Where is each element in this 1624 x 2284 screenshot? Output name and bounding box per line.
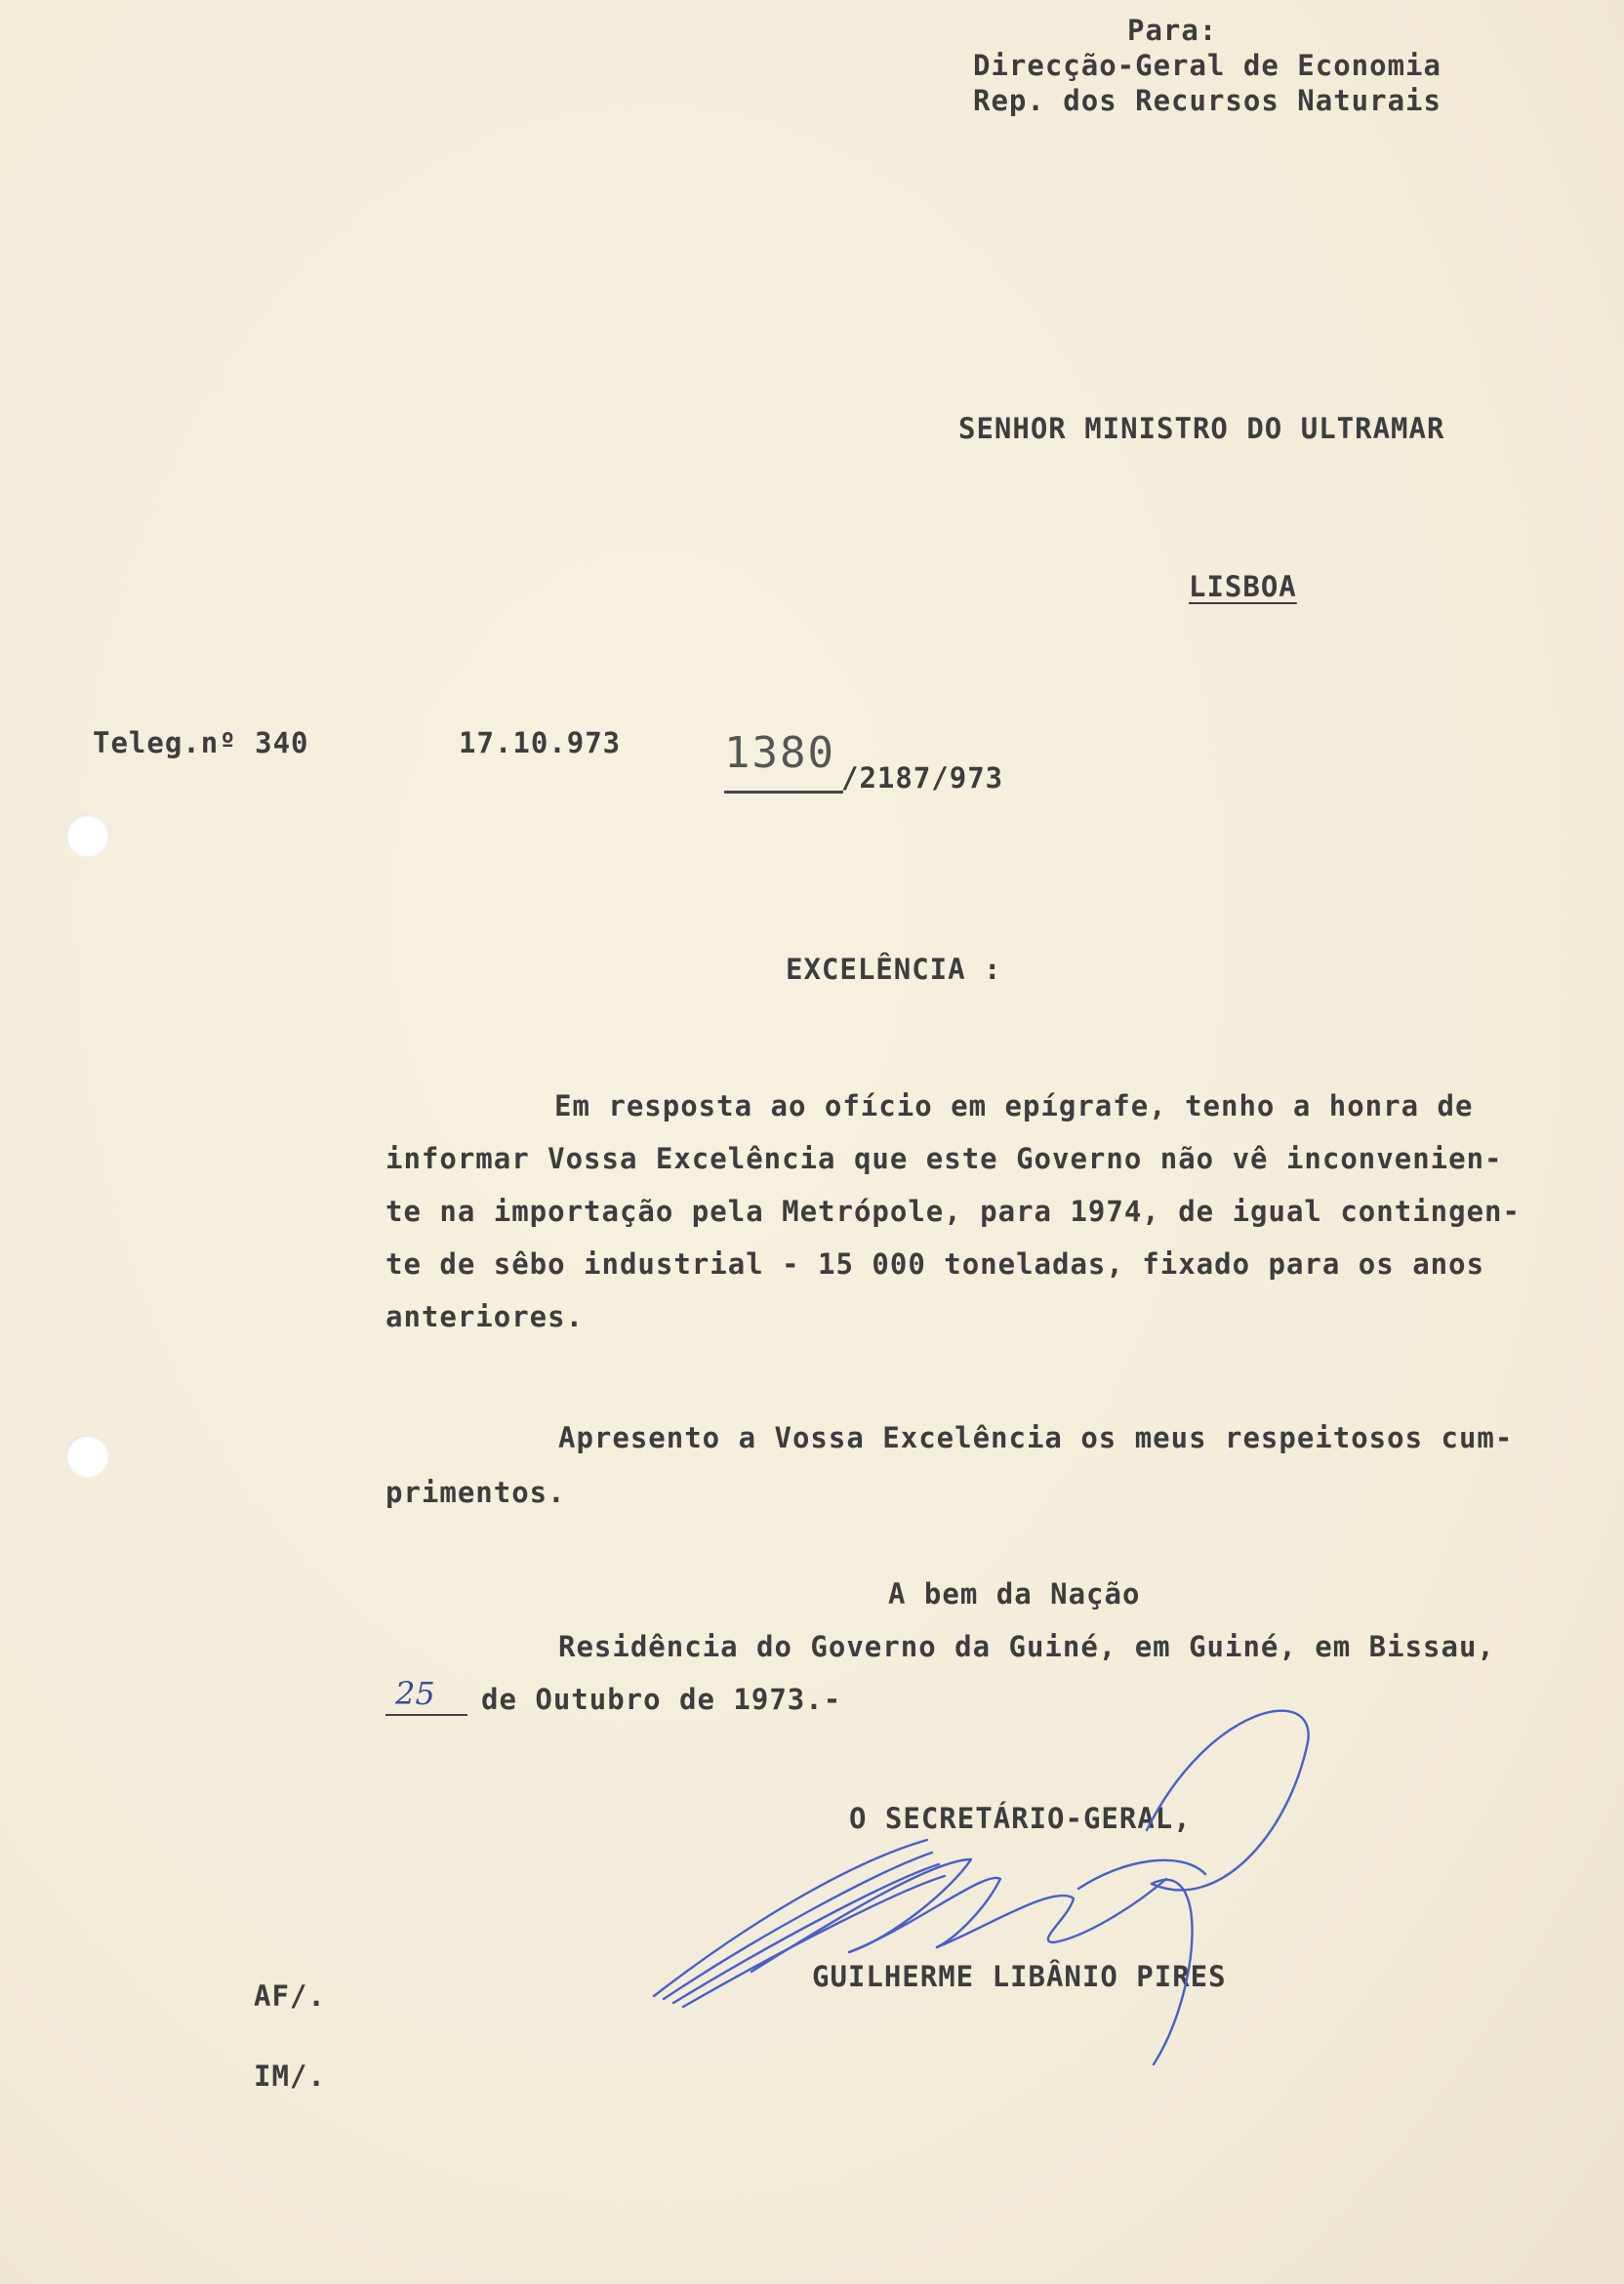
salutation: EXCELÊNCIA :	[786, 953, 1002, 986]
paragraph-1-line: te na importação pela Metrópole, para 1974, de igual contingen-	[386, 1195, 1521, 1228]
file-number: /2187/973	[841, 761, 1004, 795]
paragraph-1-line: anteriores.	[386, 1300, 585, 1333]
telegram-number: Teleg.nº 340	[93, 726, 309, 759]
initials-line-2: IM/.	[254, 2060, 326, 2093]
paragraph-2-line: primentos.	[386, 1476, 566, 1509]
handwritten-day: 25	[395, 1675, 435, 1712]
closing-date: de Outubro de 1973.-	[481, 1683, 842, 1716]
paragraph-2-line: Apresento a Vossa Excelência os meus respeitosos cum-	[558, 1421, 1514, 1454]
routing-line-2: Rep. dos Recursos Naturais	[973, 84, 1441, 117]
signatory-role: O SECRETÁRIO-GERAL,	[849, 1802, 1192, 1835]
addressee-title: SENHOR MINISTRO DO ULTRAMAR	[958, 412, 1445, 445]
initials-line-1: AF/.	[254, 1979, 326, 2013]
paragraph-1-line: Em resposta ao ofício em epígrafe, tenho a honra de	[554, 1089, 1474, 1122]
routing-line-1: Direcção-Geral de Economia	[973, 49, 1441, 82]
telegram-date: 17.10.973	[459, 726, 622, 759]
routing-label: Para:	[1127, 14, 1218, 47]
closing-place: Residência do Governo da Guiné, em Guiné, em Bissau,	[558, 1630, 1495, 1663]
signatory-name: GUILHERME LIBÂNIO PIRES	[812, 1960, 1227, 1993]
registry-stamp-number: 1380	[724, 728, 835, 778]
closing-motto: A bem da Nação	[888, 1577, 1141, 1611]
paragraph-1-line: te de sêbo industrial - 15 000 toneladas, fixado para os anos	[386, 1247, 1485, 1281]
paragraph-1-line: informar Vossa Excelência que este Governo não vê inconvenien-	[386, 1142, 1503, 1175]
addressee-city: LISBOA	[1189, 570, 1297, 603]
